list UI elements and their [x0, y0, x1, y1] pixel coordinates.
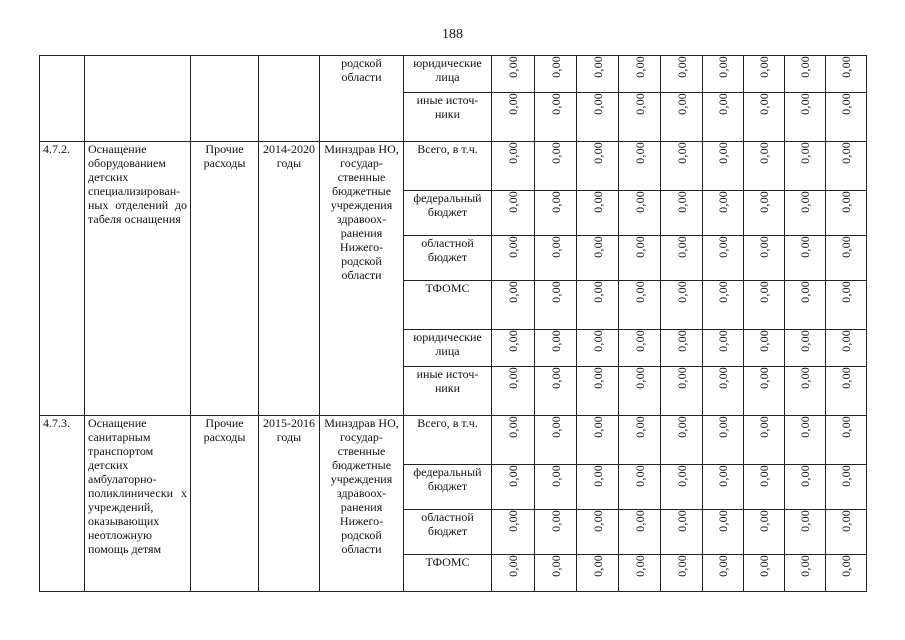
amount-value: 0,00: [798, 510, 812, 532]
amount-value: 0,00: [716, 56, 730, 78]
funding-source-label: ТФОМС: [404, 281, 492, 330]
amount-value: 0,00: [632, 191, 647, 213]
amount-value: 0,00: [506, 236, 520, 258]
amount-value: 0,00: [757, 510, 771, 532]
amount-value: 0,00: [590, 555, 605, 577]
amount-value: 0,00: [548, 281, 563, 303]
amount-value: 0,00: [632, 416, 647, 438]
amount-cell: [785, 465, 826, 510]
amount-cell: [492, 367, 535, 416]
amount-cell: [492, 236, 535, 281]
amount-cell: [535, 236, 577, 281]
amount-cell: [577, 465, 619, 510]
amount-value: 0,00: [548, 93, 563, 115]
amount-cell: [703, 367, 744, 416]
amount-cell: [492, 330, 535, 367]
amount-cell: [744, 416, 785, 465]
amount-cell: [577, 416, 619, 465]
amount-cell: [619, 416, 661, 465]
amount-value: 0,00: [506, 330, 520, 352]
amount-cell: [744, 236, 785, 281]
amount-cell: [826, 56, 867, 93]
amount-value: 0,00: [716, 555, 730, 577]
amount-cell: [744, 510, 785, 555]
amount-value: 0,00: [590, 56, 605, 78]
amount-value: 0,00: [632, 142, 647, 164]
page-number: 188: [442, 27, 463, 42]
amount-value: 0,00: [674, 191, 689, 213]
table-row: [40, 142, 867, 191]
amount-cell: [661, 281, 703, 330]
amount-cell: [492, 465, 535, 510]
amount-cell: [619, 236, 661, 281]
amount-value: 0,00: [716, 236, 730, 258]
amount-cell: [492, 416, 535, 465]
amount-value: 0,00: [798, 465, 812, 487]
amount-cell: [535, 510, 577, 555]
amount-value: 0,00: [632, 330, 647, 352]
amount-cell: [661, 236, 703, 281]
amount-value: 0,00: [506, 416, 520, 438]
item-code: 4.7.2.: [40, 142, 85, 416]
amount-value: 0,00: [590, 142, 605, 164]
amount-cell: [703, 510, 744, 555]
amount-value: 0,00: [839, 142, 853, 164]
amount-value: 0,00: [590, 93, 605, 115]
amount-cell: [577, 281, 619, 330]
amount-cell: [703, 142, 744, 191]
amount-value: 0,00: [548, 56, 563, 78]
amount-cell: [619, 281, 661, 330]
item-code: [40, 56, 85, 142]
amount-value: 0,00: [674, 510, 689, 532]
amount-cell: [703, 555, 744, 592]
amount-value: 0,00: [506, 142, 520, 164]
amount-value: 0,00: [506, 367, 520, 389]
amount-cell: [703, 465, 744, 510]
amount-cell: [577, 510, 619, 555]
expense-type: [191, 56, 259, 142]
amount-cell: [492, 191, 535, 236]
amount-cell: [785, 510, 826, 555]
amount-cell: [492, 510, 535, 555]
executor: Минздрав НО, государ-ственные бюджетные учреждения здравоох-ранения Нижего-родской области: [320, 142, 404, 416]
amount-value: 0,00: [506, 56, 520, 78]
amount-cell: [785, 93, 826, 142]
amount-value: 0,00: [757, 416, 771, 438]
amount-cell: [703, 93, 744, 142]
amount-cell: [703, 416, 744, 465]
amount-cell: [744, 93, 785, 142]
amount-value: 0,00: [757, 93, 771, 115]
amount-cell: [703, 330, 744, 367]
amount-value: 0,00: [716, 416, 730, 438]
amount-cell: [535, 367, 577, 416]
amount-value: 0,00: [757, 142, 771, 164]
amount-value: 0,00: [590, 281, 605, 303]
funding-source-label: юридические лица: [404, 330, 492, 367]
amount-cell: [619, 555, 661, 592]
amount-cell: [535, 93, 577, 142]
amount-cell: [577, 236, 619, 281]
amount-value: 0,00: [674, 330, 689, 352]
amount-value: 0,00: [590, 236, 605, 258]
amount-value: 0,00: [716, 191, 730, 213]
amount-cell: [577, 142, 619, 191]
amount-cell: [826, 330, 867, 367]
period: [259, 56, 320, 142]
amount-value: 0,00: [548, 142, 563, 164]
amount-value: 0,00: [757, 367, 771, 389]
amount-value: 0,00: [798, 93, 812, 115]
amount-cell: [785, 416, 826, 465]
funding-source-label: федеральный бюджет: [404, 191, 492, 236]
amount-cell: [577, 367, 619, 416]
amount-cell: [744, 367, 785, 416]
amount-value: 0,00: [716, 330, 730, 352]
amount-value: 0,00: [674, 416, 689, 438]
amount-cell: [826, 236, 867, 281]
amount-cell: [492, 555, 535, 592]
amount-cell: [577, 56, 619, 93]
amount-value: 0,00: [506, 191, 520, 213]
amount-cell: [785, 281, 826, 330]
amount-value: 0,00: [839, 236, 853, 258]
amount-cell: [492, 93, 535, 142]
amount-cell: [535, 330, 577, 367]
amount-value: 0,00: [839, 56, 853, 78]
funding-source-label: областной бюджет: [404, 510, 492, 555]
amount-value: 0,00: [839, 465, 853, 487]
amount-value: 0,00: [674, 56, 689, 78]
amount-value: 0,00: [548, 191, 563, 213]
amount-cell: [703, 191, 744, 236]
funding-table: [39, 55, 867, 592]
amount-value: 0,00: [590, 510, 605, 532]
amount-cell: [535, 416, 577, 465]
amount-cell: [492, 142, 535, 191]
amount-value: 0,00: [716, 142, 730, 164]
amount-cell: [535, 555, 577, 592]
amount-value: 0,00: [632, 555, 647, 577]
amount-cell: [661, 416, 703, 465]
amount-cell: [661, 56, 703, 93]
amount-cell: [826, 555, 867, 592]
amount-cell: [577, 93, 619, 142]
amount-cell: [619, 56, 661, 93]
amount-value: 0,00: [548, 330, 563, 352]
amount-value: 0,00: [839, 367, 853, 389]
item-code: 4.7.3.: [40, 416, 85, 592]
amount-cell: [661, 142, 703, 191]
amount-cell: [535, 281, 577, 330]
amount-value: 0,00: [716, 465, 730, 487]
amount-cell: [661, 555, 703, 592]
amount-cell: [826, 191, 867, 236]
funding-source-label: областной бюджет: [404, 236, 492, 281]
amount-value: 0,00: [674, 281, 689, 303]
amount-cell: [661, 191, 703, 236]
amount-value: 0,00: [632, 56, 647, 78]
amount-cell: [826, 416, 867, 465]
funding-source-label: федеральный бюджет: [404, 465, 492, 510]
amount-value: 0,00: [757, 555, 771, 577]
item-name: Оснащение санитарным транспортом детских амбулаторно-поликлинически х учреждений, оказывающих неотложную помощь детям: [85, 416, 191, 592]
amount-value: 0,00: [839, 555, 853, 577]
amount-cell: [785, 236, 826, 281]
amount-cell: [619, 191, 661, 236]
amount-value: 0,00: [798, 191, 812, 213]
amount-value: 0,00: [632, 510, 647, 532]
amount-cell: [785, 56, 826, 93]
amount-value: 0,00: [632, 367, 647, 389]
amount-cell: [661, 330, 703, 367]
funding-source-label: иные источ-ники: [404, 93, 492, 142]
amount-cell: [744, 330, 785, 367]
amount-value: 0,00: [757, 465, 771, 487]
amount-cell: [744, 465, 785, 510]
amount-cell: [826, 281, 867, 330]
amount-cell: [661, 465, 703, 510]
amount-cell: [826, 465, 867, 510]
amount-value: 0,00: [757, 281, 771, 303]
amount-value: 0,00: [716, 93, 730, 115]
amount-value: 0,00: [506, 510, 520, 532]
amount-value: 0,00: [548, 236, 563, 258]
amount-value: 0,00: [506, 93, 520, 115]
amount-value: 0,00: [798, 281, 812, 303]
table-row: [40, 416, 867, 465]
amount-value: 0,00: [674, 465, 689, 487]
amount-cell: [619, 367, 661, 416]
amount-cell: [744, 555, 785, 592]
amount-cell: [577, 330, 619, 367]
amount-cell: [661, 367, 703, 416]
amount-cell: [744, 281, 785, 330]
amount-value: 0,00: [548, 416, 563, 438]
amount-value: 0,00: [632, 465, 647, 487]
amount-cell: [785, 367, 826, 416]
amount-cell: [619, 510, 661, 555]
amount-value: 0,00: [590, 465, 605, 487]
amount-value: 0,00: [798, 236, 812, 258]
amount-cell: [661, 93, 703, 142]
amount-value: 0,00: [757, 236, 771, 258]
amount-value: 0,00: [590, 416, 605, 438]
amount-cell: [826, 510, 867, 555]
amount-cell: [785, 191, 826, 236]
funding-source-label: иные источ-ники: [404, 367, 492, 416]
amount-value: 0,00: [590, 367, 605, 389]
amount-value: 0,00: [506, 281, 520, 303]
amount-value: 0,00: [798, 330, 812, 352]
amount-value: 0,00: [548, 367, 563, 389]
amount-value: 0,00: [798, 367, 812, 389]
amount-value: 0,00: [798, 56, 812, 78]
amount-cell: [619, 465, 661, 510]
amount-value: 0,00: [548, 510, 563, 532]
amount-cell: [492, 56, 535, 93]
amount-cell: [703, 281, 744, 330]
amount-cell: [535, 465, 577, 510]
amount-value: 0,00: [632, 93, 647, 115]
amount-value: 0,00: [674, 93, 689, 115]
amount-value: 0,00: [716, 510, 730, 532]
amount-value: 0,00: [798, 142, 812, 164]
amount-cell: [535, 142, 577, 191]
amount-cell: [785, 142, 826, 191]
amount-value: 0,00: [506, 465, 520, 487]
period: 2014-2020 годы: [259, 142, 320, 416]
amount-cell: [535, 56, 577, 93]
amount-value: 0,00: [632, 236, 647, 258]
amount-value: 0,00: [590, 330, 605, 352]
amount-value: 0,00: [506, 555, 520, 577]
table-row: [40, 56, 867, 93]
amount-value: 0,00: [757, 191, 771, 213]
amount-cell: [785, 555, 826, 592]
amount-cell: [826, 142, 867, 191]
amount-value: 0,00: [716, 281, 730, 303]
amount-value: 0,00: [839, 281, 853, 303]
amount-value: 0,00: [674, 367, 689, 389]
amount-cell: [661, 510, 703, 555]
amount-cell: [577, 555, 619, 592]
amount-cell: [577, 191, 619, 236]
amount-cell: [744, 191, 785, 236]
amount-value: 0,00: [839, 191, 853, 213]
amount-cell: [744, 56, 785, 93]
executor: Минздрав НО, государ-ственные бюджетные учреждения здравоох-ранения Нижего-родской области: [320, 416, 404, 592]
expense-type: Прочие расходы: [191, 416, 259, 592]
table-body: [40, 56, 867, 592]
amount-value: 0,00: [716, 367, 730, 389]
amount-cell: [826, 367, 867, 416]
amount-cell: [703, 56, 744, 93]
funding-source-label: Всего, в т.ч.: [404, 416, 492, 465]
amount-value: 0,00: [632, 281, 647, 303]
amount-cell: [785, 330, 826, 367]
expense-type: Прочие расходы: [191, 142, 259, 416]
amount-cell: [703, 236, 744, 281]
amount-cell: [619, 93, 661, 142]
amount-value: 0,00: [839, 510, 853, 532]
amount-cell: [826, 93, 867, 142]
amount-value: 0,00: [839, 330, 853, 352]
amount-value: 0,00: [757, 330, 771, 352]
amount-cell: [619, 330, 661, 367]
amount-value: 0,00: [798, 555, 812, 577]
amount-value: 0,00: [590, 191, 605, 213]
amount-cell: [619, 142, 661, 191]
amount-value: 0,00: [839, 416, 853, 438]
amount-value: 0,00: [548, 555, 563, 577]
amount-value: 0,00: [674, 555, 689, 577]
funding-source-label: юридические лица: [404, 56, 492, 93]
amount-value: 0,00: [674, 142, 689, 164]
amount-value: 0,00: [674, 236, 689, 258]
item-name: [85, 56, 191, 142]
amount-value: 0,00: [757, 56, 771, 78]
amount-value: 0,00: [839, 93, 853, 115]
amount-cell: [535, 191, 577, 236]
item-name: Оснащение оборудованием детских специализирован-ных отделений до табеля оснащения: [85, 142, 191, 416]
funding-source-label: ТФОМС: [404, 555, 492, 592]
amount-value: 0,00: [798, 416, 812, 438]
period: 2015-2016 годы: [259, 416, 320, 592]
funding-source-label: Всего, в т.ч.: [404, 142, 492, 191]
amount-cell: [744, 142, 785, 191]
executor: родской области: [320, 56, 404, 142]
amount-cell: [492, 281, 535, 330]
amount-value: 0,00: [548, 465, 563, 487]
